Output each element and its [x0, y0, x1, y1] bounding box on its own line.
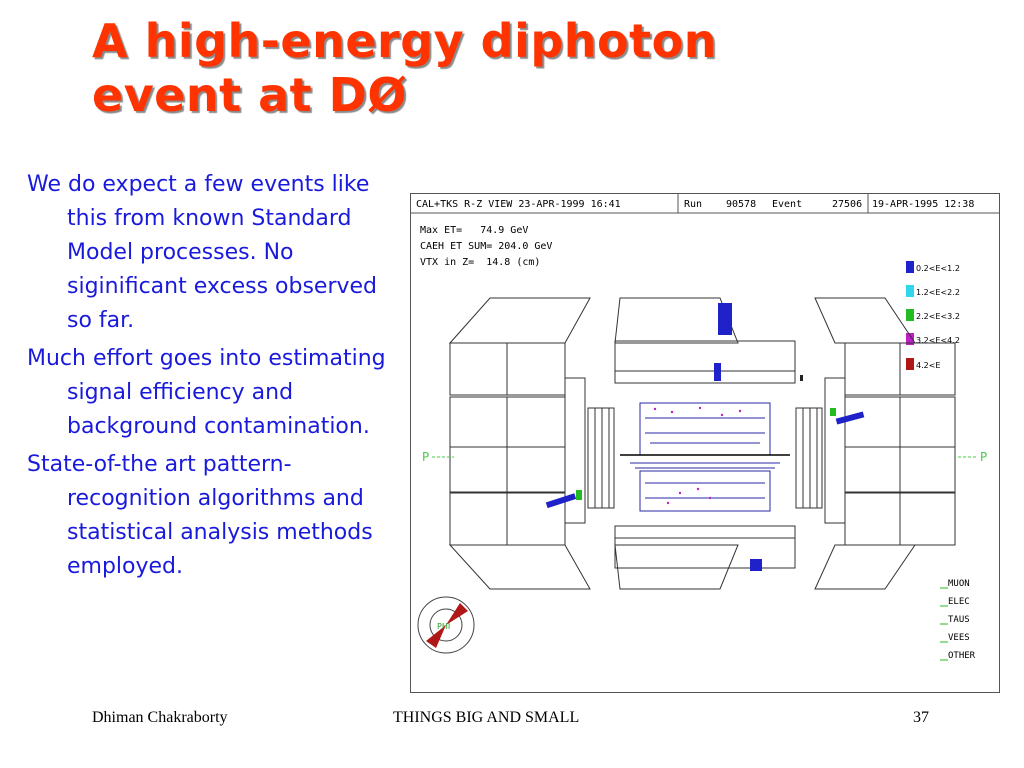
header-date: 19-APR-1995 12:38: [872, 199, 975, 210]
header-event-value: 27506: [832, 199, 863, 210]
legend-label: 2.2<E<3.2: [916, 312, 960, 321]
event-display-figure: [410, 193, 1000, 693]
header-run-label: Run: [684, 199, 703, 210]
legend-label: 1.2<E<2.2: [916, 288, 960, 297]
footer-page-number: 37: [913, 709, 929, 726]
title-line-2: event at DØ: [92, 68, 407, 122]
legend-swatch: [906, 261, 914, 273]
object-legend-label: TAUS: [948, 615, 970, 625]
beam-label-left: P: [422, 450, 430, 464]
bullet-item: State-of-the art pattern-recognition algorithms and statistical analysis methods employed.: [27, 452, 373, 579]
slide-title: [92, 14, 717, 122]
phi-dial: [418, 597, 474, 653]
legend-swatch: [906, 285, 914, 297]
legend-label: 4.2<E: [916, 361, 941, 370]
bullet-list: [27, 168, 392, 588]
footer-center: THINGS BIG AND SMALL: [393, 709, 580, 726]
object-legend-label: ELEC: [948, 597, 970, 607]
header-run-value: 90578: [726, 199, 757, 210]
info-max-et: Max ET= 74.9 GeV: [420, 225, 529, 236]
object-legend-label: MUON: [948, 579, 970, 589]
header-view-text: CAL+TKS R-Z VIEW 23-APR-1999 16:41: [416, 199, 621, 210]
object-legend-label: VEES: [948, 633, 970, 643]
footer-author: Dhiman Chakraborty: [92, 709, 228, 726]
bullet-item: Much effort goes into estimating signal efficiency and background contamination.: [27, 346, 386, 439]
bullet-item: We do expect a few events like this from known Standard Model processes. No siginificant excess observed so far.: [27, 172, 378, 333]
header-event-label: Event: [772, 199, 803, 210]
legend-label: 3.2<E<4.2: [916, 336, 960, 345]
legend-label: 0.2<E<1.2: [916, 264, 960, 273]
legend-swatch: [906, 358, 914, 370]
info-caeh-sum: CAEH ET SUM= 204.0 GeV: [420, 241, 553, 252]
info-vtx: VTX in Z= 14.8 (cm): [420, 257, 541, 268]
phi-label: PHI: [437, 622, 451, 631]
object-legend-label: OTHER: [948, 651, 976, 661]
beam-label-right: P: [980, 450, 988, 464]
title-line-1: A high-energy diphoton: [92, 14, 717, 68]
legend-swatch: [906, 309, 914, 321]
